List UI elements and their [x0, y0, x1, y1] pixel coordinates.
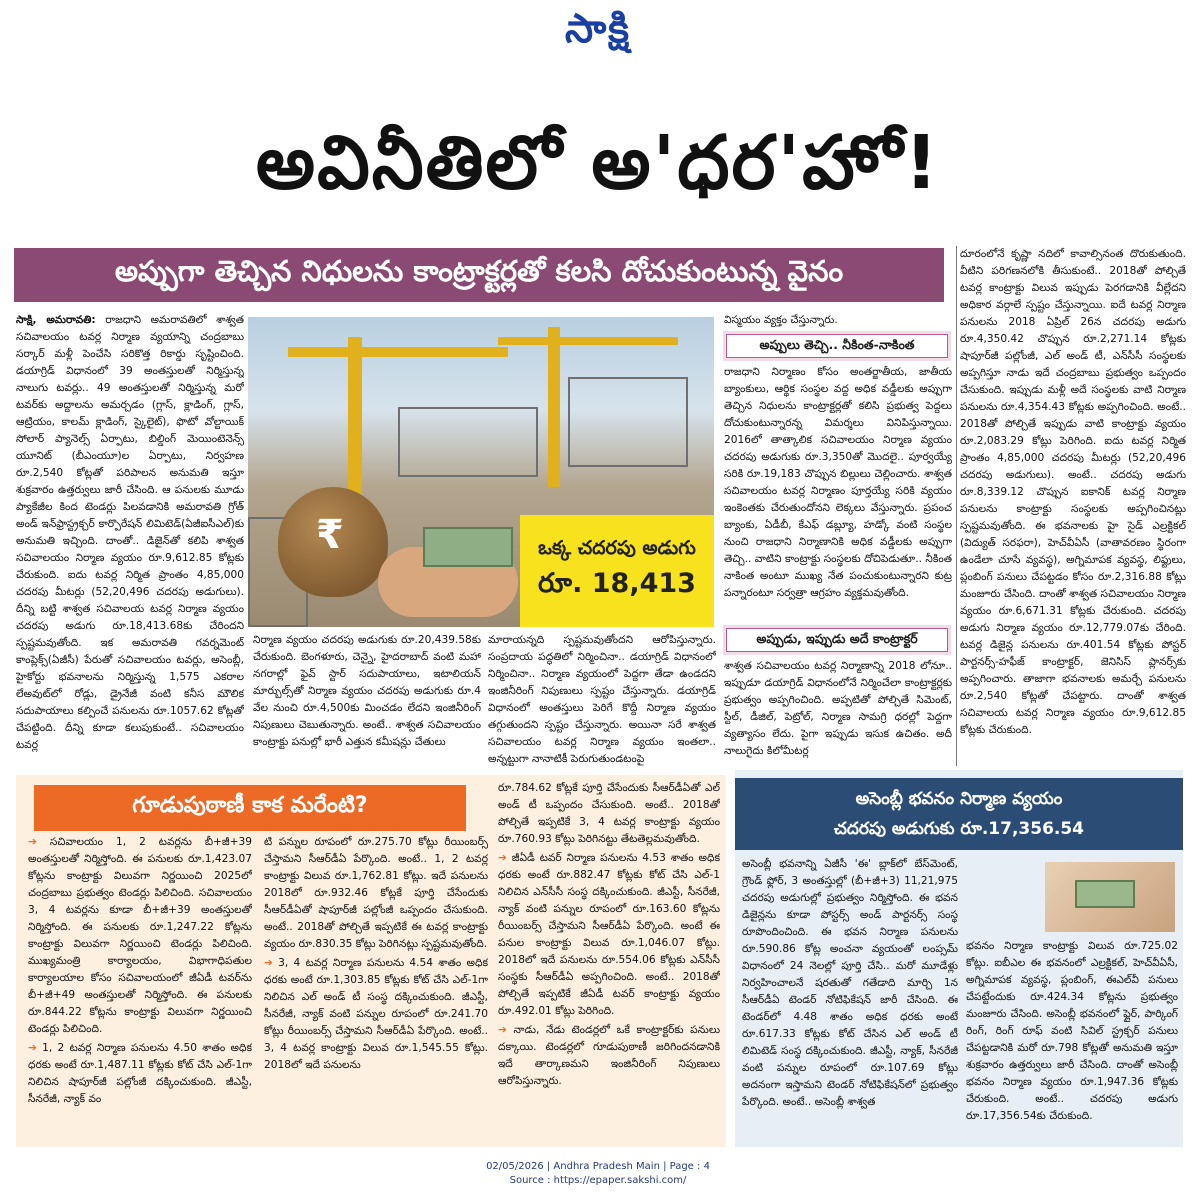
footer-info: 02/05/2026 | Andhra Pradesh Main | Page : 4 [486, 1161, 710, 1172]
subheadline: అప్పుగా తెచ్చిన నిధులను కాంట్రాక్టర్లతో కలసి దోచుకుంటున్న వైనం [114, 254, 844, 288]
column-3 [488, 632, 716, 770]
assembly-title-line2: చదరపు అడుగుకు రూ.17,356.54 [833, 819, 1085, 839]
goodu-col3-para2: జీఏడీ టవర్ నిర్మాణ పనులను 4.53 శాతం అధిక ధరకు అంటే రూ.882.47 కోట్లకు కోట్ చేసి ఎల్-1 నిలిచిన ఎన్‌సీసీ సంస్థ దక్కించుకుంది. జీఎస్టీ, సీనరేజీ, న్యాక్ వంటి పన్నుల రూపంలో రూ.163.60 కోట్లను రీయింబర్స్ చేస్తామని సీఆర్‌డీఏ పేర్కొంది. అంటే ఈ పనుల కాంట్రాక్టు విలువ రూ.1,046.07 కోట్లు. 2018లో ఇదే పనులను రూ.554.06 కోట్లకు ఎన్‌సీసీ సంస్థకు సీఆర్‌డీఏ అప్పగించింది. అంటే.. 2018తో పోల్చితే ఇప్పటికే జీఏడీ టవర్ కాంట్రాక్టు వ్యయం రూ.492.01 కోట్లు పెరిగింది. [498, 852, 720, 1017]
arrow-bullet-icon: ➔ [498, 1024, 507, 1036]
column-5 [960, 246, 1186, 766]
column-5-text: దూరంలోనే కృష్ణా నదిలో కావాల్సినంత దొరుకుతుంది. వీటిని పరిగణనలోకి తీసుకుంటే.. 2018తో పోల్చితే టవర్ల కాంట్రాక్టు విలువ ఇప్పుడు పెరగడానికి వీల్లేదని అధికార వర్గాలే స్పష్టం చేస్తున్నాయి. ఐదే టవర్ల నిర్మాణ పనులను 2018 ఏప్రిల్ 26న చదరపు అడుగు రూ.4,350.42 చొప్పున రూ.2,271.14 కోట్లకు షాపూర్‌జీ పల్లోంజీ, ఎల్ అండ్ టీ, ఎన్‌సీసీ సంస్థలకు అప్పగిస్తూ నాడు ఇదే చంద్రబాబు ప్రభుత్వం ఒప్పందం చేసుకుంది. ఇప్పుడు మళ్లీ అదే సంస్థలకు వాటి నిర్మాణ పనులను రూ.4,354.43 కోట్లకు అప్పగించింది. అంటే.. 2018తో పోల్చితే ఇప్పుడు వాటి కాంట్రాక్టు వ్యయం రూ.2,083.29 కోట్లు పెరిగింది. ఐదు టవర్ల నిర్మిత ప్రాంతం 4,85,000 చదరపు మీటర్లు (52,20,496 చదరపు అడుగులు). అంటే.. చదరపు అడుగు రూ.8,339.12 చొప్పున ఐకానిక్ టవర్ల నిర్మాణ పనులను కాంట్రాక్టు సంస్థలకు అప్పగించినట్లు స్పష్టమవుతోంది. ఈ భవనాలకు హై సైడ్ ఎల్రక్టికల్ (విద్యుత్ సరఫరా), హెచ్‌వీఏసీ (వాతావరణం స్థిరంగా ఉండేలా చూసే వ్యవస్థ), అగ్నిమాపక వ్యవస్థ, లిఫ్టులు, ప్లంబింగ్ పనులు చేపట్టడం కోసం రూ.2,316.88 కోట్లు మంజూరు చేసింది. దాంతో శాశ్వత సచివాలయం నిర్మాణ వ్యయం రూ.6,671.31 కోట్లకు చేరుకుంది. చదరపు అడుగు నిర్మాణ వ్యయం రూ.12,779.07కు చేరింది. టవర్ల డిజైన్ల పనులను రూ.401.54 కోట్లకు పోస్టర్ పార్టనర్స్-హఫీజ్ కాంట్రాక్టర్, జెనిసిస్ ప్లానర్స్‌కు అప్పగించారు. తాజాగా భవనాలకు అమర్చే పనులను రూ.2,540 కోట్లతో చేపట్టారు. దాంతో శాశ్వత సచివాలయ టవర్ల నిర్మాణ వ్యయం రూ.9,612.85 కోట్లకు చేరుకుంది. [960, 248, 1186, 736]
column-4-intro [724, 312, 952, 332]
callout-line1: ఒక్క చదరపు అడుగు [538, 536, 696, 559]
column-4-part2 [724, 658, 952, 770]
column-1 [16, 312, 244, 772]
goodu-col3-para3: నాడు, నేడు టెండర్లలో ఒకే కాంట్రాక్టర్‌కు పనులు దక్కాయి. టెండర్లలో గూడుపుఠాణీ జరిగిందనడానికి ఇదే తార్కాణమని ఇంజినీరింగ్ నిపుణులు ఆరోపిస్తున్నారు. [498, 1024, 720, 1087]
subhead-loans: అప్పులు తెచ్చి.. నీకింత-నాకింత [726, 334, 948, 358]
arrow-bullet-icon: ➔ [28, 1042, 37, 1054]
goodu-col1-para2: 1, 2 టవర్ల నిర్మాణ పనులను 4.50 శాతం అధిక ధరకు అంటే రూ.1,487.11 కోట్లకు కోట్ చేసి ఎల్-1గా నిలిచిన షాపూర్‌జీ పల్లోంజీ దక్కించుకుంది. జీఎస్టీ, సీనరేజీ, న్యాక్ వం [28, 1042, 252, 1105]
column-divider [956, 246, 957, 766]
footer-source: Source : https://epaper.sakshi.com/ [509, 1175, 687, 1186]
goodu-col3-para1: రూ.784.62 కోట్లకే పూర్తి చేసేందుకు సీఆర్‌డీఏతో ఎల్ అండ్ టీ ఒప్పందం చేసుకుంది. అంటే.. 2018తో పోల్చితే ఇప్పటికే 3, 4 టవర్ల కాంట్రాక్టు వ్యయం రూ.760.93 కోట్లు పెరిగినట్టు తేటతెల్లమవుతోంది. [498, 782, 720, 845]
goodu-title: గూడుపుఠాణీ కాక మరేంటి? [34, 785, 466, 831]
assembly-title [735, 778, 1183, 850]
assembly-title-line1: అసెంబ్లీ భవనం నిర్మాణ వ్యయం [855, 789, 1063, 809]
assembly-col-1 [742, 856, 958, 1144]
arrow-bullet-icon: ➔ [264, 957, 273, 969]
goodu-col-1 [28, 834, 252, 1144]
footer [0, 1160, 1196, 1188]
assembly-para2: భవనం నిర్మాణ కాంట్రాక్టు విలువ రూ.725.02 కోట్లు. ఐబీఎల ఈ భవనంలో ఎల్రక్టికల్, హెచ్‌వీఏసీ, అగ్నిమాపక వ్యవస్థ, ప్లంబింగ్, ఈఎల్‌వీ పనులు చేపట్టేందుకు రూ.424.34 కోట్లను ప్రభుత్వం మంజూరు చేసింది. అసెంబ్లీ భవనంలో ఫ్లైర్, పార్కింగ్ రింగ్, రింగ్ రూఫ్ వంటి సివిల్ స్ట్రక్చర్ పనులు చేపట్టడానికి మరో రూ.798 కోట్లతో అనుమతి ఇస్తూ శుక్రవారం ఉత్తర్వులు జారీ చేసింది. దాంతో అసెంబ్లీ భవనం నిర్మాణ వ్యయం రూ.1,947.36 కోట్లకు చేరుకుంది. అంటే.. చదరపు అడుగు రూ.17,356.54కు చేరుకుంది. [966, 940, 1178, 1122]
subhead-same-contractor: అప్పుడు, ఇప్పుడు అదే కాంట్రాక్టర్ [726, 628, 948, 652]
arrow-bullet-icon: ➔ [28, 836, 37, 848]
dateline: సాక్షి, అమరావతి: [16, 314, 96, 326]
assembly-col-2 [966, 938, 1178, 1144]
price-callout [520, 515, 714, 627]
arrow-bullet-icon: ➔ [498, 852, 507, 864]
column-2-text: నిర్మాణ వ్యయం చదరపు అడుగుకు రూ.20,439.58కు చేరుకుంది. బెంగళూరు, చెన్నై, హైదరాబాద్ వంటి మహా నగరాల్లో ఫైవ్ స్టార్ సదుపాయాలు, ఇటాలియన్ మార్బుల్స్‌తో నిర్మాణ వ్యయం చదరపు అడుగుకు రూ.4 వేల నుంచి రూ.4,500కు మించడం లేదని ఇంజినీరింగ్ నిపుణులు చెబుతున్నారు. అంటే.. శాశ్వత సచివాలయం కాంట్రాక్టు పనుల్లో భారీ ఎత్తున కమీషన్లు చేతులు [253, 634, 481, 748]
masthead-logo: సాక్షి [564, 6, 632, 52]
cash-icon [423, 527, 513, 567]
goodu-col2-para2: 3, 4 టవర్ల నిర్మాణ పనులను 4.54 శాతం అధిక ధరకు అంటే రూ.1,303.85 కోట్లకు కోట్ చేసి ఎల్-1గా నిలిచిన ఎల్ అండ్ టీ సంస్థ దక్కించుకుంది. జీఎస్టీ, సీనరేజీ, న్యాక్ వంటి పన్నుల రూపంలో రూ.241.70 కోట్లు రీయింబర్స్ చేస్తామని సీఆర్‌డీఏ పేర్కొంది. అంటే.. 3, 4 టవర్ల కాంట్రాక్టు విలువ రూ.1,545.55 కోట్లు. 2018లో ఇదే పనులను [264, 957, 488, 1071]
goodu-col2-para1: టి పన్నుల రూపంలో రూ.275.70 కోట్లు రీయింబర్స్ చేస్తామని సీఆర్‌డీఏ పేర్కొంది. అంటే.. 1, 2 టవర్ల కాంట్రాక్టు విలువ రూ.1,762.81 కోట్లు. ఇదే పనులను 2018లో రూ.932.46 కోట్లకే పూర్తి చేసేందుకు సీఆర్‌డీఏతో షాపూర్‌జీ పల్లోంజీ ఒప్పందం చేసుకుంది. అంటే.. 2018తో పోల్చితే ఇప్పటికే ఈ టవర్ల కాంట్రాక్టు వ్యయం రూ.830.35 కోట్లు పెరిగినట్లు స్పష్టమవుతోంది. [264, 836, 488, 950]
callout-line2: రూ. 18,413 [538, 567, 696, 599]
goodu-col1-para1: సచివాలయం 1, 2 టవర్లను బీ+జీ+39 అంతస్తులతో నిర్మిస్తోంది. ఈ పనులకు రూ.1,423.07 కోట్లను కాంట్రాక్టు విలువగా నిర్ణయించి 2025లో చంద్రబాబు ప్రభుత్వం టెండర్లు పిలిచింది. సచివాలయం 3, 4 టవర్లను కూడా బీ+జీ+39 అంతస్తులతో నిర్మిస్తోంది. ఈ పనులకు రూ.1,247.22 కోట్లను కాంట్రాక్టు విలువగా నిర్ణయించి టెండర్లు పిలిచింది. ముఖ్యమంత్రి కార్యాలయం, విభాగాధిపతుల కార్యాలయాల కోసం సచివాలయంలో జీఏడీ టవర్‌ను బీ+జీ+49 అంతస్తులతో నిర్మిస్తోంది. ఈ పనులకు రూ.844.22 కోట్లను కాంట్రాక్టు విలువగా నిర్ణయించి టెండర్లు పిలిచింది. [28, 836, 252, 1035]
goodu-col-3 [498, 780, 720, 1144]
column-4-text-2: శాశ్వత సచివాలయం టవర్ల నిర్మాణాన్ని 2018 లోనూ.. ఇప్పుడూ డయాగ్రిడ్ విధానంలోనే నిర్మించేలా కాంట్రాక్టర్లకు ప్రభుత్వం అప్పగించింది. అప్పటితో పోల్చితే సిమెంట్, స్టీల్, డీజిల్, పెట్రోల్, నిర్మాణ సామగ్రి ధరల్లో పెద్దగా వ్యత్యాసం లేదు. పైగా ఇప్పుడు ఇసుక ఉచితం. అదీ నాలుగైదు కిలోమీటర్ల [724, 660, 952, 757]
column-4-text-1: రాజధాని నిర్మాణం కోసం అంతర్జాతీయ, జాతీయ బ్యాంకులు, ఆర్థిక సంస్థల వద్ద అధిక వడ్డీలకు అప్పుగా తెచ్చిన నిధులను కాంట్రాక్టర్లతో కలిసి ప్రభుత్వ పెద్దలు దోచుకుంటున్నారన్న విమర్శలు వినిపిస్తున్నాయి. 2016లో తాత్కాలిక సచివాలయం నిర్మాణ వ్యయం చదరపు అడుగుకు రూ.3,350తో మొదలై.. పూర్వయ్యే సరికి రూ.19,183 చొప్పున బిల్లులు చెల్లించారు. శాశ్వత సచివాలయం టవర్ల నిర్మాణం పూర్తయ్యే సరికి వ్యయం ఇంకెంతకు చేరుతుందోనని లెక్కలు వేస్తున్నారు. ప్రపంచ బ్యాంకు, ఏడీబీ, కేఎఫ్ డబ్ల్యూ, హడ్కో వంటి సంస్థల నుంచి రాజధాని నిర్మాణానికి అధిక వడ్డీలకు అప్పుగా తెచ్చి.. వాటిని కాంట్రాక్టు సంస్థలకు దోచిపెడుతూ.. నీకింత నాకింత అంటూ ముఖ్య నేత పంచుకుంటున్నారని కుట్ర పన్నారంటూ సర్వత్రా ఆగ్రహం వ్యక్తమవుతోంది. [724, 366, 952, 599]
column-1-text: రాజధాని అమరావతిలో శాశ్వత సచివాలయం టవర్ల నిర్మాణ వ్యయాన్ని చంద్రబాబు సర్కార్ మళ్లీ పెంచేసి సరికొత్త రికార్డు సృష్టించింది. డయాగ్రిడ్ విధానంలో 39 అంతస్తులతో నిర్మిస్తున్న నాలుగు టవర్లు.. 49 అంతస్తులతో నిర్మిస్తున్న మరో టవర్‌కు అద్దాలను అమర్చడం (గ్లాస్, క్లాడింగ్, గ్లాస్, ఆట్రియం, కాలమ్ క్లాడింగ్, స్కైలైట్), ఫొటో వోల్టాయిక్ సోలార్ ప్యానెల్స్ ఏర్పాటు, బిల్డింగ్ మెయింటెనెన్స్ యూనిట్ (బీఎంయూ)ల ఏర్పాటు, నిర్వహణ రూ.2,540 కోట్లతో పరిపాలన అనుమతి ఇస్తూ శుక్రవారం ఉత్తర్వులు జారీ చేసింది. ఆ పనులకు మూడు ప్యాకేజీల కింద టెండర్లు పిలవడానికి అమరావతి గ్రోత్ అండ్ ఇన్‌ఫ్రాస్ట్రక్చర్ కార్పొరేషన్ లిమిటెడ్(ఏజీఐసీఎల్)కు అనుమతి ఇచ్చింది. దాంతో.. డిజైన్‌తో కలిపి శాశ్వత సచివాలయం నిర్మాణ వ్యయం రూ.9,612.85 కోట్లకు చేరుకుంది. ఐదు టవర్ల నిర్మిత ప్రాంతం 4,85,000 చదరపు మీటర్లు (52,20,496 చదరపు అడుగులు). దీన్ని బట్టి శాశ్వత సచివాలయ టవర్ల నిర్మాణ వ్యయం చదరపు అడుగు రూ.18,413.68కు చేరిందని స్పష్టమవుతోంది. ఇక అమరావతి గవర్నమెంట్ కాంప్లెక్స్(ఏజీసీ) పేరుతో సచివాలయం టవర్లు, అసెంబ్లీ, హైకోర్టు భవనాలను నిర్మిస్తున్న 1,575 ఎకరాల లేఅవుట్‌లో రోడ్లు, డ్రైనేజీ వంటి కనీస మౌలిక సదుపాయాలు కల్పించే పనులను రూ.1057.62 కోట్లతో చేపట్టింది. దీన్ని కూడా కలుపుకుంటే.. సచివాలయం టవర్ల [16, 314, 244, 751]
column-2 [253, 632, 481, 770]
headline: అవినీతిలో అ'ధర'హో! [255, 120, 941, 206]
column-4-part1 [724, 364, 952, 622]
rupee-icon: ₹ [316, 512, 344, 558]
column-4-intro-text: విస్మయం వ్యక్తం చేస్తున్నారు. [724, 314, 838, 326]
cash-handover-image [1045, 862, 1175, 932]
column-3-text: మారాయన్నది స్పష్టమవుతోందని ఆరోపిస్తున్నారు. సంప్రదాయ పద్ధతిలో నిర్మించినా.. డయాగ్రిడ్ విధానంలో నిర్మించినా.. నిర్మాణ వ్యయంలో పెద్దగా తేడా ఉండదని ఇంజినీరింగ్ నిపుణులు స్పష్టం చేస్తున్నారు. డయాగ్రిడ్ విధానంలో అంతస్తులు పెరిగే కొద్దీ నిర్మాణ వ్యయం తగ్గుతుందని స్పష్టం చేస్తున్నారు. అయినా సరే శాశ్వత సచివాలయం టవర్ల నిర్మాణ వ్యయం ఇంతలా.. అన్నట్టుగా నానాటికీ పెరుగుతుండటంపై [488, 634, 716, 765]
assembly-para1: అసెంబ్లీ భవనాన్ని ఏజీసీ 'ఈ' బ్లాక్‌లో బేస్‌మెంట్, గ్రౌండ్ ఫ్లోర్, 3 అంతస్తుల్లో (బీ+జీ+3) 11,21,975 చదరపు అడుగుల్లో ప్రభుత్వం నిర్మిస్తోంది. ఈ భవన డిజైన్లను కూడా పోస్టర్స్ అండ్ పార్టనర్స్ సంస్థ రూపొందించింది. ఈ భవన నిర్మాణ పనులను రూ.590.86 కోట్ల అంచనా వ్యయంతో లంప్సమ్ విధానంలో 24 నెలల్లో పూర్తి చేసి.. మరో మూడేళ్లు నిర్వహించాలనే షరతుతో గతేడాది మార్చి 1న సీఆర్‌డీఏ టెండర్ నోటిఫికేషన్ జారీ చేసింది. ఈ టెండర్‌లో 4.48 శాతం అధిక ధరకు అంటే రూ.617.33 కోట్లకు కోట్ చేసిన ఎల్ అండ్ టీ లిమిటెడ్ సంస్థ దక్కించుకుంది. జీఎస్టీ, న్యాక్, సీనరేజీ వంటి పన్నుల రూపంలో రూ.107.69 కోట్లు అదనంగా ఇస్తామని టెండర్ నోటిఫికేషన్‌లో ప్రభుత్వం పేర్కొంది. అంటే.. అసెంబ్లీ శాశ్వత [742, 858, 958, 1108]
subheadline-bar [14, 248, 944, 302]
goodu-col-2 [264, 834, 488, 1144]
